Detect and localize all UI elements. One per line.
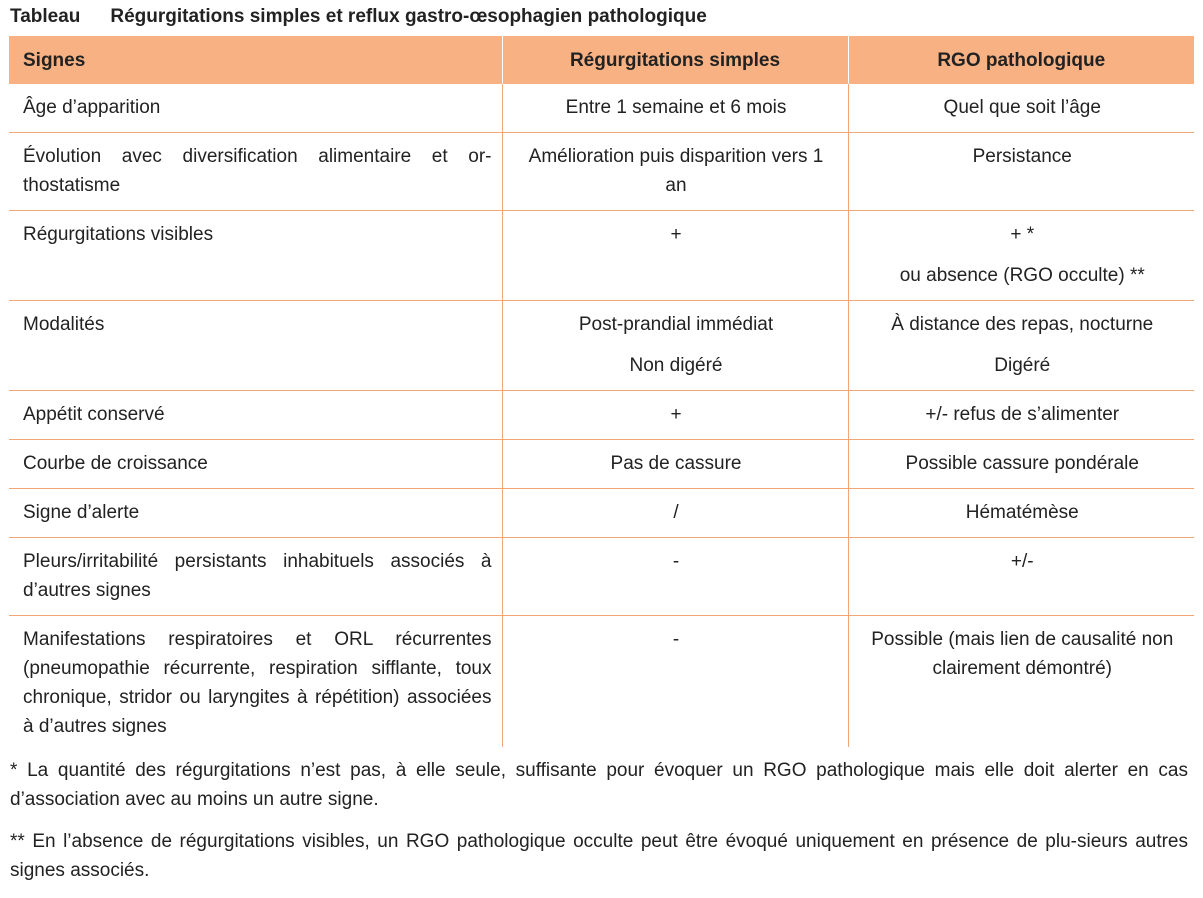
footnotes <box>10 756 1188 898</box>
cell-rgo <box>848 538 1194 616</box>
cell-rgo <box>848 489 1194 538</box>
cell-rgo <box>848 440 1194 489</box>
table-title-text: Régurgitations simples et reflux gastro-œsophagien pathologique <box>110 6 707 27</box>
cell-line: + <box>670 404 682 425</box>
cell-line: Persistance <box>972 146 1072 167</box>
cell-rgo <box>848 211 1194 301</box>
table-row <box>9 133 1194 211</box>
cell-sign: Âge d’apparition <box>9 84 502 133</box>
cell-line: Pas de cassure <box>610 453 742 474</box>
cell-simple <box>502 489 848 538</box>
table-row <box>9 616 1194 748</box>
cell-rgo <box>848 391 1194 440</box>
cell-simple <box>502 538 848 616</box>
table-row <box>9 538 1194 616</box>
cell-line: Quel que soit l’âge <box>943 97 1101 118</box>
cell-rgo <box>848 301 1194 391</box>
cell-line: ou absence (RGO occulte) ** <box>899 265 1145 286</box>
cell-line: / <box>673 502 679 523</box>
cell-sign: Courbe de croissance <box>9 440 502 489</box>
cell-sign: Signe d’alerte <box>9 489 502 538</box>
cell-line: +/- refus de s’alimenter <box>925 404 1120 425</box>
cell-line: Amélioration puis disparition vers 1 an <box>528 146 824 196</box>
cell-line: Post-prandial immédiat <box>578 314 774 335</box>
footnote-1: * La quantité des régurgitations n’est pas, à elle seule, suffisante pour évoquer un RGO pathologique mais elle doit alerter en cas d’association avec au moins un autre signe. <box>10 760 1188 810</box>
cell-rgo <box>848 616 1194 748</box>
cell-line: + <box>670 224 682 245</box>
cell-simple <box>502 84 848 133</box>
comparison-table <box>9 36 1194 747</box>
footnote-2: ** En l’absence de régurgitations visibles, un RGO pathologique occulte peut être évoqué uniquement en présence de plu-sieurs autres signes associés. <box>10 831 1188 881</box>
table-row <box>9 211 1194 301</box>
table-title-label: Tableau <box>10 6 81 27</box>
cell-sign: Régurgitations visibles <box>9 211 502 301</box>
table-row <box>9 391 1194 440</box>
cell-simple <box>502 616 848 748</box>
table-row <box>9 440 1194 489</box>
cell-line: - <box>672 629 680 650</box>
cell-sign: Modalités <box>9 301 502 391</box>
table-row <box>9 301 1194 391</box>
cell-line: Non digéré <box>629 355 723 376</box>
cell-line: Digéré <box>994 355 1051 376</box>
cell-line: Possible cassure pondérale <box>905 453 1139 474</box>
cell-line: Possible (mais lien de causalité non clairement démontré) <box>871 629 1174 679</box>
header-rgo-pathologique: RGO pathologique <box>848 36 1194 84</box>
cell-sign: Pleurs/irritabilité persistants inhabituels associés à d’autres signes <box>9 538 502 616</box>
table-row <box>9 84 1194 133</box>
cell-simple <box>502 133 848 211</box>
table-row <box>9 489 1194 538</box>
cell-simple <box>502 211 848 301</box>
cell-line: À distance des repas, nocturne <box>891 314 1154 335</box>
cell-sign: Appétit conservé <box>9 391 502 440</box>
cell-simple <box>502 440 848 489</box>
header-regurgitations-simples: Régurgitations simples <box>502 36 848 84</box>
table-title <box>10 6 707 28</box>
cell-sign: Manifestations respiratoires et ORL récurrentes (pneumopathie récurrente, respiration sifflante, toux chronique, stridor ou laryngites à répétition) associées à d’autres signes <box>23 629 492 737</box>
cell-line: +/- <box>1010 551 1034 572</box>
cell-sign: Évolution avec diversification alimentaire et or-thostatisme <box>9 133 502 211</box>
header-signes: Signes <box>9 36 502 84</box>
cell-line: Entre 1 semaine et 6 mois <box>565 97 787 118</box>
cell-simple <box>502 301 848 391</box>
cell-line: - <box>672 551 680 572</box>
cell-simple <box>502 391 848 440</box>
cell-line: + * <box>1010 224 1035 245</box>
cell-rgo <box>848 133 1194 211</box>
cell-line: Hématémèse <box>965 502 1079 523</box>
table-header-row <box>9 36 1194 84</box>
cell-rgo <box>848 84 1194 133</box>
